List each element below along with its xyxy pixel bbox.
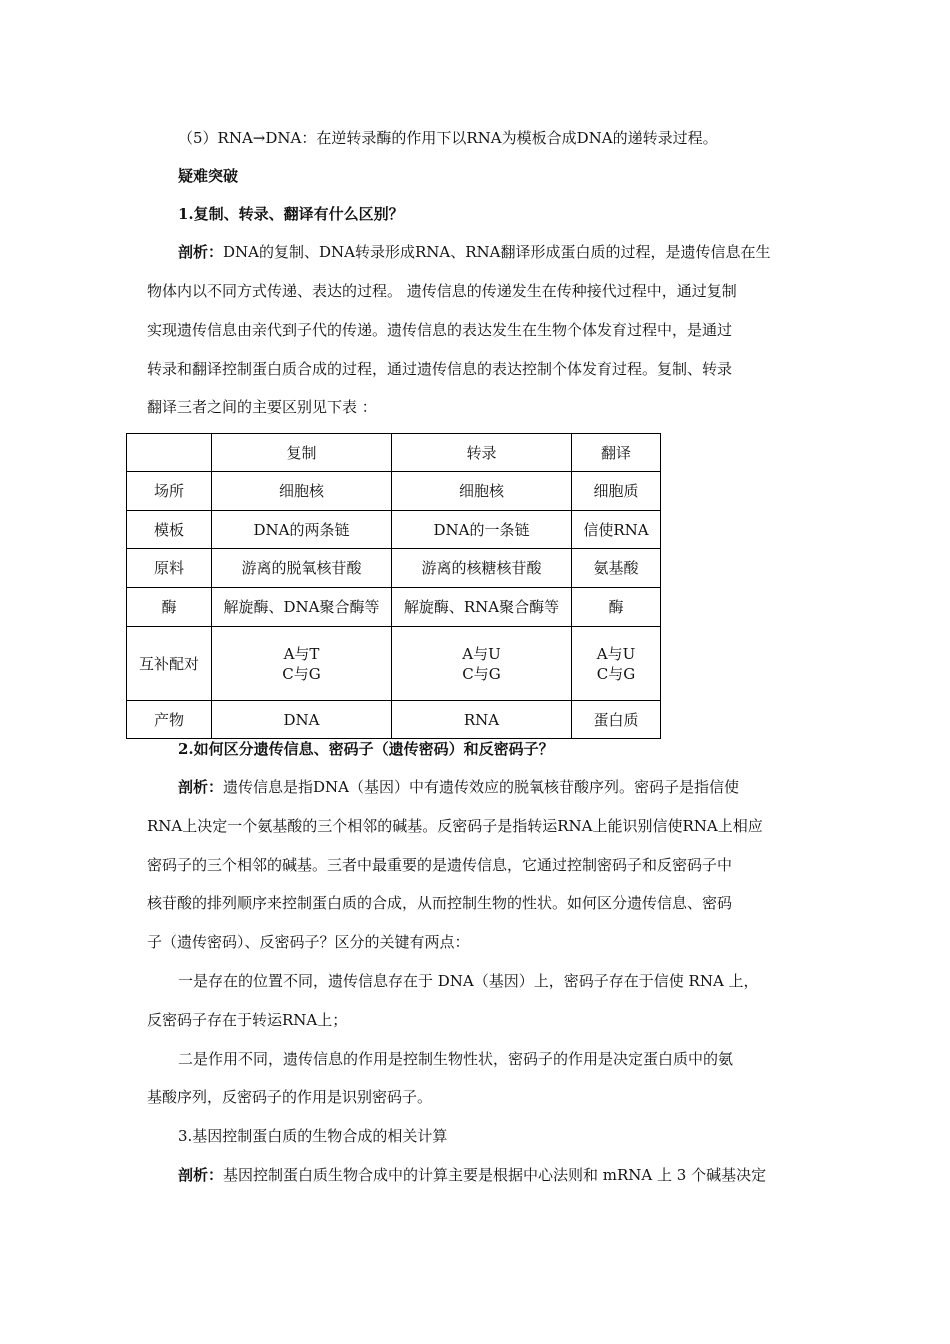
pairing-text: C与G xyxy=(596,664,636,683)
table-header-cell: 翻译 xyxy=(572,434,661,472)
q1-line-1: 剖析：DNA的复制、DNA转录形成RNA、RNA翻译形成蛋白质的过程，是遗传信息在生 xyxy=(178,243,771,261)
para-5: （5）RNA→DNA：在逆转录酶的作用下以RNA为模板合成DNA的递转录过程。 xyxy=(178,129,718,147)
q2-line-5: 子（遗传密码）、反密码子？区分的关键有两点： xyxy=(147,933,470,951)
table-cell: 氨基酸 xyxy=(572,549,661,588)
table-header-cell xyxy=(127,434,212,472)
q2-line-3: 密码子的三个相邻的碱基。三者中最重要的是遗传信息，它通过控制密码子和反密码子中 xyxy=(147,856,733,874)
q1-line-5: 翻译三者之间的主要区别见下表 ： xyxy=(147,398,377,416)
question-3-title: 3.基因控制蛋白质的生物合成的相关计算 xyxy=(178,1127,448,1145)
q2-line-4: 核苷酸的排列顺序来控制蛋白质的合成，从而控制生物的性状。如何区分遗传信息、密码 xyxy=(147,894,733,912)
pairing-text: A与T xyxy=(283,644,320,663)
q2-point1-line-1: 一是存在的位置不同，遗传信息存在于 DNA（基因）上，密码子存在于信使 RNA 上， xyxy=(178,972,759,990)
table-cell xyxy=(212,627,392,701)
q2-point2-line-2: 基酸序列，反密码子的作用是识别密码子。 xyxy=(147,1088,433,1106)
pairing-text: A与U xyxy=(462,644,501,663)
table-cell: DNA的一条链 xyxy=(392,511,572,549)
table-cell: 场所 xyxy=(127,472,212,511)
table-row xyxy=(127,588,661,627)
table-header-cell: 转录 xyxy=(392,434,572,472)
section-heading: 疑难突破 xyxy=(178,167,239,185)
table-cell: 酶 xyxy=(572,588,661,627)
table-cell: 信使RNA xyxy=(572,511,661,549)
analysis-label: 剖析： xyxy=(178,778,224,796)
table-cell: 原料 xyxy=(127,549,212,588)
q1-line-3: 实现遗传信息由亲代到子代的传递。遗传信息的表达发生在生物个体发育过程中，是通过 xyxy=(147,321,733,339)
q3-line-1: 剖析：基因控制蛋白质生物合成中的计算主要是根据中心法则和 mRNA 上 3 个碱基决定 xyxy=(178,1166,767,1184)
table-row xyxy=(127,701,661,739)
pairing-text: A与U xyxy=(596,644,636,663)
pairing-text: C与G xyxy=(282,664,321,683)
table-cell: DNA的两条链 xyxy=(212,511,392,549)
table-row xyxy=(127,472,661,511)
pairing-text: C与G xyxy=(462,664,501,683)
table-cell: 细胞质 xyxy=(572,472,661,511)
analysis-label: 剖析： xyxy=(178,243,224,261)
q2-point2-line-1: 二是作用不同，遗传信息的作用是控制生物性状，密码子的作用是决定蛋白质中的氨 xyxy=(178,1050,734,1068)
table-cell: 解旋酶、RNA聚合酶等 xyxy=(392,588,572,627)
table-cell: RNA xyxy=(392,701,572,739)
table-cell: 酶 xyxy=(127,588,212,627)
table-cell: 模板 xyxy=(127,511,212,549)
table-cell: 产物 xyxy=(127,701,212,739)
table-cell: 互补配对 xyxy=(127,627,212,701)
table-row xyxy=(127,511,661,549)
table-cell: 游离的脱氧核苷酸 xyxy=(212,549,392,588)
analysis-label: 剖析： xyxy=(178,1166,224,1184)
table-cell: 蛋白质 xyxy=(572,701,661,739)
table-header-row xyxy=(127,434,661,472)
table-header-cell: 复制 xyxy=(212,434,392,472)
table-cell: 细胞核 xyxy=(392,472,572,511)
question-1-title: 1.复制、转录、翻译有什么区别？ xyxy=(178,205,404,223)
comparison-table xyxy=(126,433,661,739)
q1-line-2: 物体内以不同方式传递、表达的过程。 遗传信息的传递发生在传种接代过程中，通过复制 xyxy=(147,282,737,300)
q2-line-2: RNA上决定一个氨基酸的三个相邻的碱基。反密码子是指转运RNA上能识别信使RNA上相应 xyxy=(147,817,763,835)
table-cell xyxy=(392,627,572,701)
q1-line-4: 转录和翻译控制蛋白质合成的过程，通过遗传信息的表达控制个体发育过程。复制、转录 xyxy=(147,360,733,378)
table-row xyxy=(127,627,661,701)
q2-line-1: 剖析：遗传信息是指DNA（基因）中有遗传效应的脱氧核苷酸序列。密码子是指信使 xyxy=(178,778,740,796)
table-row xyxy=(127,549,661,588)
q2-point1-line-2: 反密码子存在于转运RNA上； xyxy=(147,1011,348,1029)
table-cell: 细胞核 xyxy=(212,472,392,511)
table-cell: 游离的核糖核苷酸 xyxy=(392,549,572,588)
table-cell: 解旋酶、DNA聚合酶等 xyxy=(212,588,392,627)
question-2-title: 2.如何区分遗传信息、密码子（遗传密码）和反密码子？ xyxy=(178,740,554,758)
table-cell: DNA xyxy=(212,701,392,739)
table-cell xyxy=(572,627,661,701)
